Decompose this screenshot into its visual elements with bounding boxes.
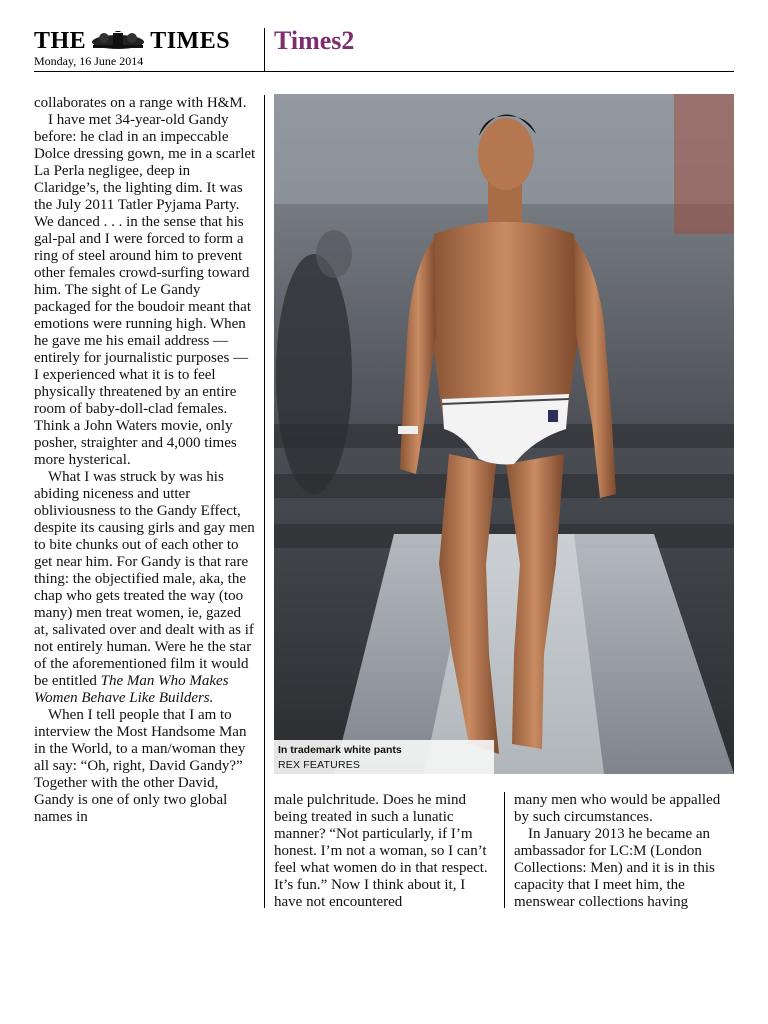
article-paragraph: male pulchritude. Does he mind being treated in such a lunatic manner? “Not particularly, if I’m honest. I’m not a woman, so I can’t feel what women do in that respect. It’s fun.” Now I think about it, I have not encountered	[274, 792, 488, 910]
paragraph-text: What I was struck by was his abiding niceness and utter obliviousness to the Gandy Effect, despite its causing girls and gay men to bite chunks out of each other to get near him. For Gandy is that rare thing: the objectified male, aka, the chap who gets treated the way (too many) men treat women, ie, gazed at, salivated over and dealt with as if not entirely human. Were he the star of the aforementioned film it would be entitled	[34, 469, 255, 689]
article-column-3	[514, 792, 736, 910]
column-rule	[504, 792, 505, 908]
article-paragraph: In January 2013 he became an ambassador for LC:M (London Collections: Men) and it is in this capacity that I meet him, the menswear collections having	[514, 826, 715, 910]
logo-word-times: TIMES	[150, 28, 231, 54]
article-column-1	[34, 95, 256, 910]
column-rule	[264, 95, 265, 908]
article-paragraph: When I tell people that I am to interview the Most Handsome Man in the World, to a man/woman they all say: “Oh, right, David Gandy?” Together with the other David, Gandy is one of only two global names in	[34, 707, 247, 825]
article-paragraph: many men who would be appalled by such circumstances.	[514, 792, 721, 825]
article-column-2	[274, 792, 496, 910]
dateline: Monday, 16 June 2014	[34, 54, 144, 68]
section-title: Times2	[274, 26, 355, 55]
masthead-rule	[34, 71, 734, 72]
logo-word-the: THE	[34, 28, 87, 54]
photo-credit: REX FEATURES	[278, 759, 361, 771]
film-title: The Man Who Makes Women Behave Like Builders.	[34, 673, 229, 706]
article-paragraph	[34, 469, 256, 707]
photo-caption: In trademark white pants	[278, 744, 402, 756]
article-paragraph: collaborates on a range with H&M.	[34, 95, 247, 111]
runway-illustration	[274, 94, 734, 774]
article-paragraph: I have met 34-year-old Gandy before: he clad in an impeccable Dolce dressing gown, me in a scarlet La Perla negligee, deep in Claridge’s, the lighting dim. It was the July 2011 Tatler Pyjama Party. We danced . . . in the sense that his gal-pal and I were forced to form a ring of steel around him to prevent other females crowd-surfing toward him. The sight of Le Gandy packaged for the boudoir meant that emotions were running high. When he gave me his email address — entirely for journalistic purposes — I experienced what it is to feel physically threatened by an entire room of baby-doll-clad females. Think a John Waters movie, only posher, straighter and 4,000 times more hysterical.	[34, 112, 256, 468]
runway-photo	[274, 94, 734, 774]
masthead	[34, 26, 734, 72]
masthead-divider	[264, 28, 265, 72]
